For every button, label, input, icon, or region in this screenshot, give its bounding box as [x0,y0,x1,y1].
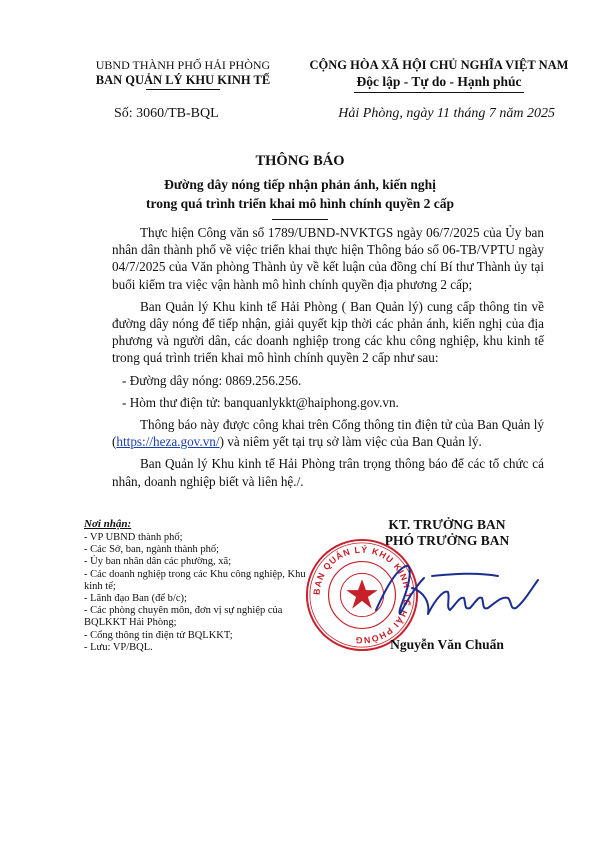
recipient-item: - Các Sở, ban, ngành thành phố; [84,544,220,556]
document-title: THÔNG BÁO [255,153,345,169]
country-name: CỘNG HÒA XÃ HỘI CHỦ NGHĨA VIỆT NAM [309,58,569,72]
recipient-item: - Lưu: VP/BQL. [84,641,153,653]
recipient-item: - Các doanh nghiệp trong các Khu công nghiệp, Khu kinh tế; [84,568,306,592]
org-name: BAN QUẢN LÝ KHU KINH TẾ [95,73,271,87]
motto-underline [354,92,524,93]
subtitle-underline [272,219,328,220]
subtitle-line-1: Đường dây nóng tiếp nhận phản ánh, kiến nghị [164,177,436,192]
document-number: Số: 3060/TB-BQL [114,106,219,121]
recipients-title: Nơi nhận: [84,518,132,530]
national-motto: Độc lập - Tự do - Hạnh phúc [356,74,522,89]
signer-name: Nguyễn Văn Chuẩn [390,637,504,652]
subtitle-line-2: trong quá trình triển khai mô hình chính quyền 2 cấp [145,196,455,211]
seal-text: BAN QUẢN LÝ KHU KINH TẾ HẢI PHÒNG [311,544,413,646]
recipient-item: - VP UBND thành phố; [84,532,183,543]
para3-end: ) và niêm yết tại trụ sở làm việc của Ban Quản lý. [219,434,482,450]
email-item: - Hòm thư điện tử: banquanlykkt@haiphong.gov.vn. [122,394,399,410]
recipient-item: - Ủy ban nhân dân các phường, xã; [84,556,232,568]
body-paragraph-2: Ban Quản lý Khu kinh tế Hải Phòng ( Ban Quản lý) cung cấp thông tin về đường dây nóng để tiếp nhận, giải quyết kịp thời các phản ánh, kiến nghị của địa phương và người dân, các doanh nghiệp trong các khu công nghiệp, khu kinh tế trong quá trình triển khai mô hình chính quyền 2 cấp như sau: [112,298,544,366]
hotline-item: - Đường dây nóng: 0869.256.256. [122,372,302,388]
org-underline [146,89,220,90]
body-paragraph-1: Thực hiện Công văn số 1789/UBND-NVKTGS ngày 06/7/2025 của Ủy ban nhân dân thành phố về việc triển khai thực hiện Thông báo số 06-TB/VPTU ngày 04/7/2025 của Văn phòng Thành ủy về kết luận của đồng chí Bí thư Thành ủy tại buổi kiểm tra việc vận hành mô hình chính quyền địa phương 2 cấp; [112,225,544,292]
document-body [112,224,544,495]
signature-position: PHÓ TRƯỞNG BAN [384,533,510,548]
website-link[interactable]: https://heza.gov.vn/ [116,434,220,450]
para3-start: Thông báo này được công khai trên Cổng thông tin điện tử của Ban Quản lý ( [112,417,544,450]
handwritten-signature [372,558,540,624]
recipient-item: - Cổng thông tin điện tử BQLKKT; [84,629,233,641]
recipients-list [84,532,312,654]
org-parent: UBND THÀNH PHỐ HẢI PHÒNG [95,58,271,72]
body-paragraph-3 [112,416,544,450]
body-paragraph-4: Ban Quản lý Khu kinh tế Hải Phòng trân trọng thông báo để các tổ chức cá nhân, doanh nghiệp biết và liên hệ./. [112,456,544,489]
document-date: Hải Phòng, ngày 11 tháng 7 năm 2025 [338,106,555,121]
document-subtitle [110,175,490,213]
recipient-item: - Lãnh đạo Ban (để b/c); [84,593,187,605]
signature-authority: KT. TRƯỞNG BAN [388,517,506,532]
recipient-item: - Các phòng chuyên môn, đơn vị sự nghiệp của BQLKKT Hải Phòng; [84,605,283,629]
